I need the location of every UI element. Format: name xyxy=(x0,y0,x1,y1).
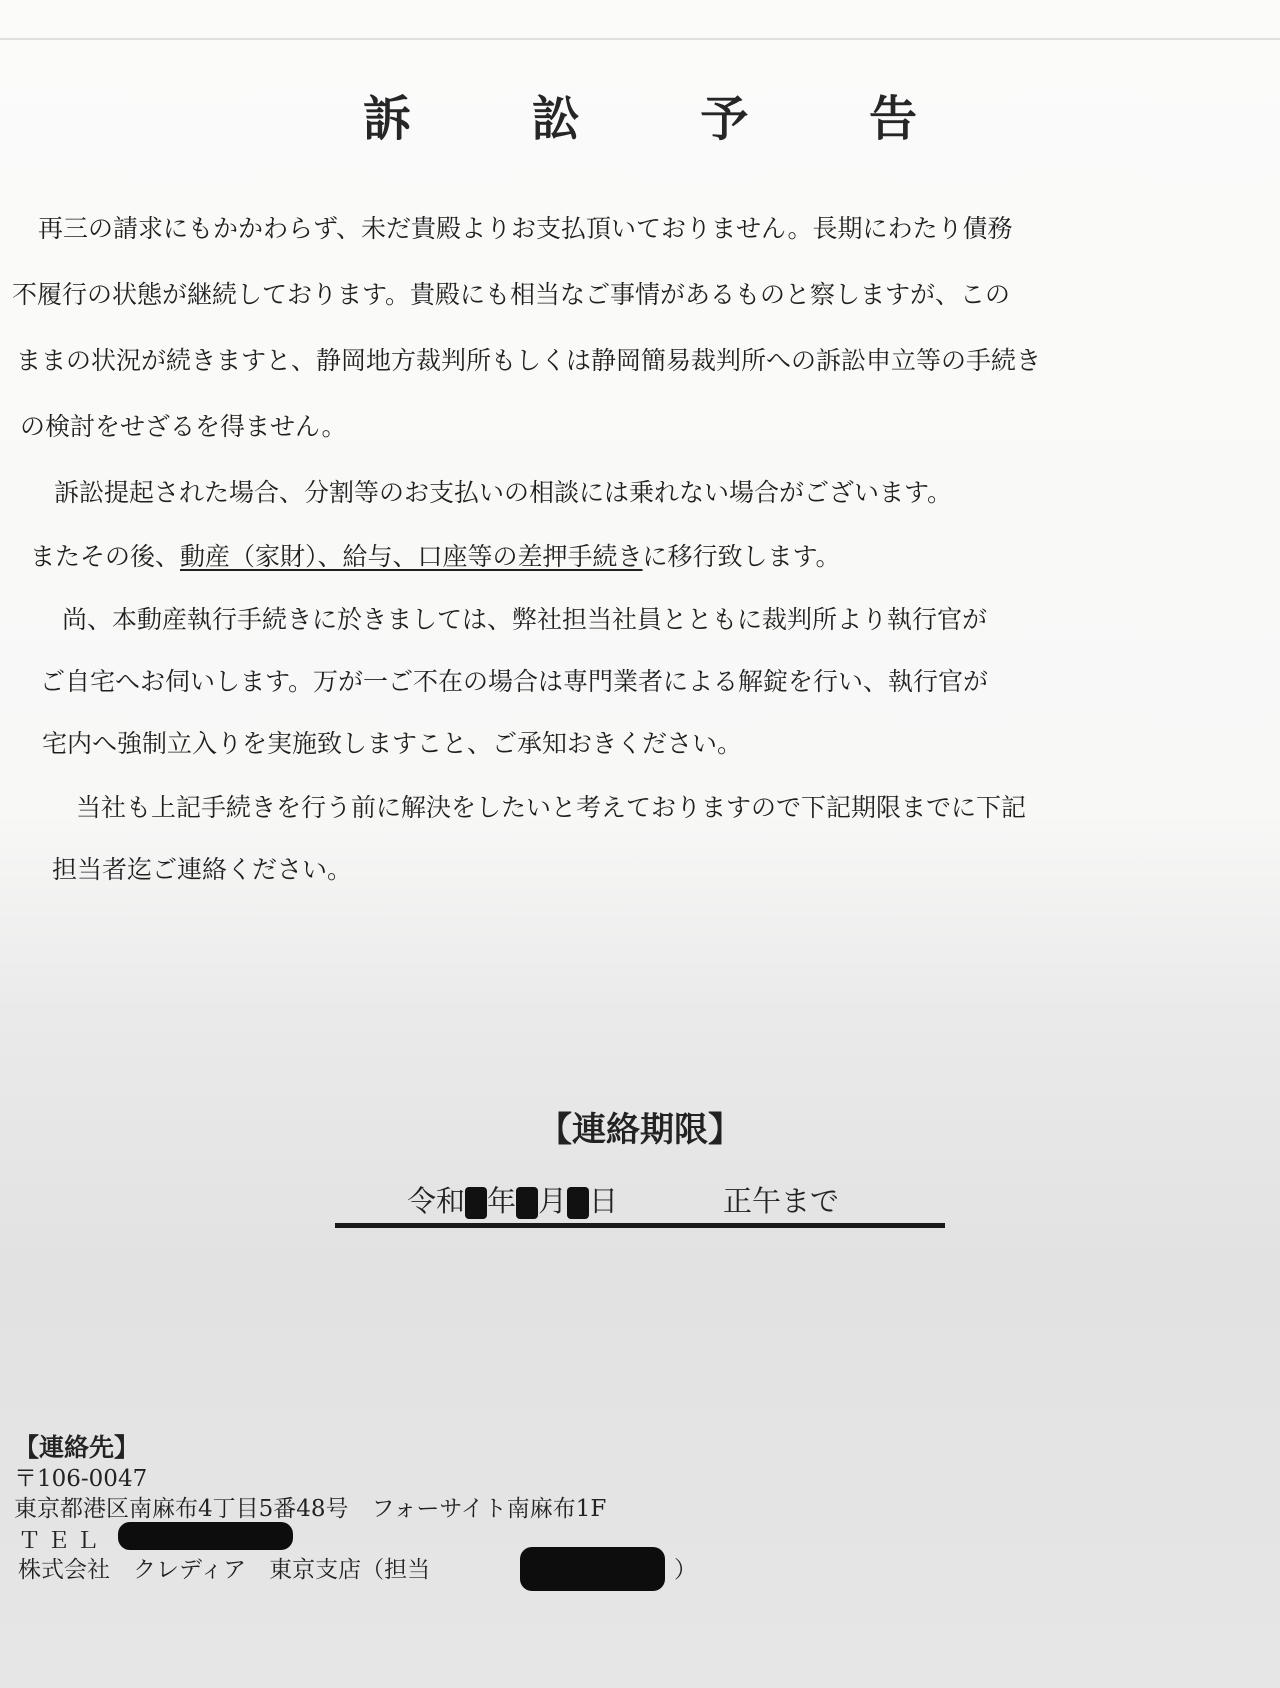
page-edge-rule xyxy=(0,38,1280,40)
body-line: 尚、本動産執行手続きに於きましては、弊社担当社員とともに裁判所より執行官が xyxy=(62,605,988,634)
body-line: ままの状況が続きますと、静岡地方裁判所もしくは静岡簡易裁判所への訴訟申立等の手続き xyxy=(16,346,1042,375)
contact-address: 東京都港区南麻布4丁目5番48号 フォーサイト南麻布1F xyxy=(14,1496,607,1522)
deadline-time: 正午まで xyxy=(723,1184,840,1218)
contact-company: 株式会社 クレディア 東京支店（担当 xyxy=(18,1557,431,1583)
deadline-heading: 【連絡期限】 xyxy=(538,1110,742,1150)
redaction-mark xyxy=(118,1522,293,1550)
body-line: 宅内へ強制立入りを実施致しますこと、ご承知おきください。 xyxy=(42,729,743,758)
body-line: ご自宅へお伺いします。万が一ご不在の場合は専門業者による解錠を行い、執行官が xyxy=(40,667,989,696)
body-line: の検討をせざるを得ません。 xyxy=(20,412,347,441)
contact-company-close: ） xyxy=(674,1557,697,1583)
body-text: に移行致します。 xyxy=(642,542,841,571)
contact-postal-code: 〒106-0047 xyxy=(14,1466,148,1492)
contact-tel-label: ＴＥＬ xyxy=(18,1528,105,1554)
body-line: 当社も上記手続きを行う前に解決をしたいと考えておりますので下記期限までに下記 xyxy=(76,793,1027,822)
underlined-text: 動産（家財）、給与、口座等の差押手続き xyxy=(180,542,643,571)
body-line xyxy=(30,537,841,573)
document-title: 訴 訟 予 告 xyxy=(362,91,970,147)
contact-heading: 【連絡先】 xyxy=(14,1433,140,1462)
body-line: 訴訟提起された場合、分割等のお支払いの相談には乗れない場合がございます。 xyxy=(54,478,953,507)
deadline-date xyxy=(335,1175,945,1228)
body-line: 担当者迄ご連絡ください。 xyxy=(52,855,353,884)
body-line: 不履行の状態が継続しております。貴殿にも相当なご事情があるものと察しますが、この xyxy=(12,280,1011,309)
redaction-mark xyxy=(520,1547,665,1591)
body-line: 再三の請求にもかかわらず、未だ貴殿よりお支払頂いておりません。長期にわたり債務 xyxy=(38,214,1013,243)
deadline-era-date: 令和 年 月 日 xyxy=(407,1184,619,1218)
body-text: またその後、 xyxy=(30,542,181,571)
redaction-mark xyxy=(465,1187,487,1219)
redaction-mark xyxy=(567,1187,589,1219)
redaction-mark xyxy=(516,1187,538,1219)
